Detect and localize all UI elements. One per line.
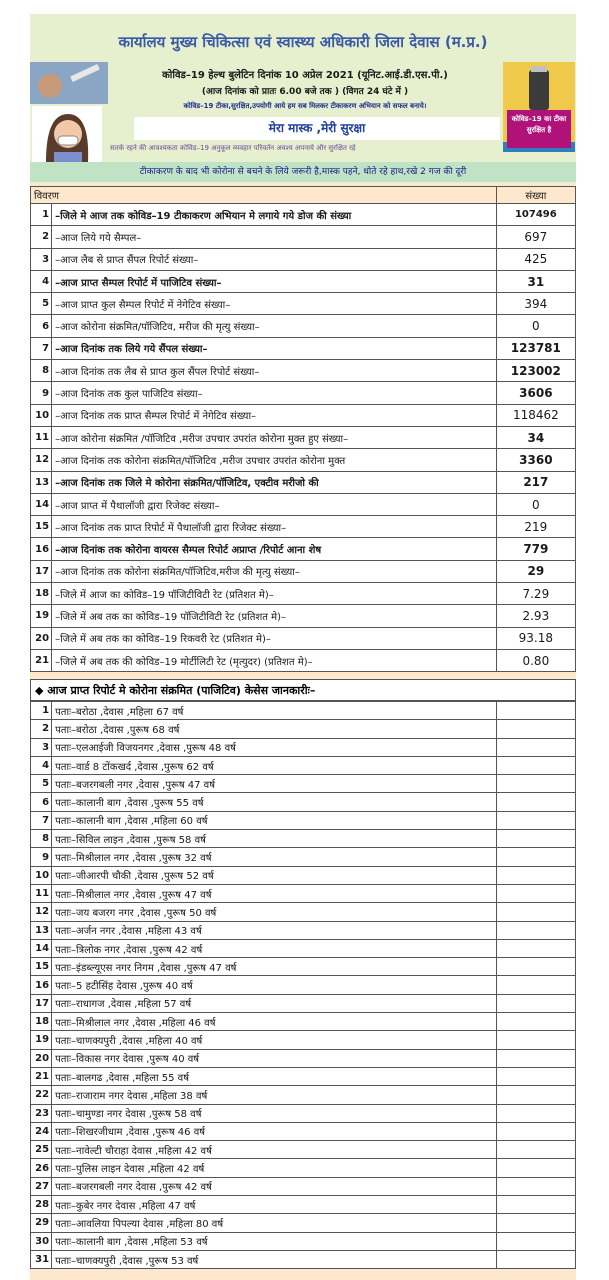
positive-cases-table (30, 701, 576, 1269)
case-number: 15 (31, 958, 52, 976)
case-number: 3 (31, 738, 52, 756)
case-number: 2 (31, 720, 52, 738)
row-value: 394 (496, 293, 575, 315)
case-address: पताः–राजाराम नगर देवास ,महिला 38 वर्ष (52, 1086, 497, 1104)
case-row (31, 720, 576, 738)
case-number: 20 (31, 1049, 52, 1067)
row-value: 29 (496, 560, 575, 582)
case-number: 18 (31, 1013, 52, 1031)
case-row (31, 775, 576, 793)
case-blank-cell (496, 720, 575, 738)
case-blank-cell (496, 1250, 575, 1268)
table-row (31, 516, 576, 538)
row-value: 3606 (496, 382, 575, 404)
row-number: 14 (31, 493, 52, 515)
case-row (31, 1177, 576, 1195)
case-address: पताः–अर्जन नगर ,देवास ,महिला 43 वर्ष (52, 921, 497, 939)
row-description: –आज दिनांक तक कोरोना वायरस सैम्पल रिपोर्ट अप्राप्त /रिपोर्ट आना शेष (52, 538, 497, 560)
vaccine-slogan: कोविड–19 टीका,सुरक्षित,उपयोगी आये हम सब मिलकर टीकाकरण अभियान को सफल बनाये। (183, 102, 427, 110)
case-number: 21 (31, 1067, 52, 1085)
case-number: 5 (31, 775, 52, 793)
row-value: 217 (496, 471, 575, 493)
row-description: –आज दिनांक तक प्राप्त रिपोर्ट में पैथालॉजी द्वारा रिजेक्ट संख्या– (52, 516, 497, 538)
table-row (31, 493, 576, 515)
case-address: पताः–विकास नगर देवास ,पुरूष 40 वर्ष (52, 1049, 497, 1067)
case-row (31, 1049, 576, 1067)
case-address: पताः–वार्ड 8 टोंकखर्द ,देवास ,पुरूष 62 वर्ष (52, 756, 497, 774)
case-row (31, 884, 576, 902)
case-blank-cell (496, 756, 575, 774)
table-row (31, 204, 576, 226)
table-row (31, 560, 576, 582)
cases-section-title-text: आज प्राप्त रिपोर्ट मे कोरोना संक्रमित (पाजिटिव) केसेस जानकारीः– (47, 684, 316, 697)
case-blank-cell (496, 994, 575, 1012)
case-number: 8 (31, 830, 52, 848)
row-value: 7.29 (496, 583, 575, 605)
case-blank-cell (496, 848, 575, 866)
case-blank-cell (496, 1122, 575, 1140)
table-row (31, 426, 576, 448)
case-address: पताः–एलआईजी विजयनगर ,देवास ,पुरूष 48 वर्ष (52, 738, 497, 756)
row-description: –जिले में अब तक का कोविड–19 रिकवरी रेट (प्रतिशत मे)– (52, 627, 497, 649)
case-address: पताः–मिश्रीलाल नगर ,देवास ,पुरूष 47 वर्ष (52, 884, 497, 902)
column-header-count: संख्या (496, 187, 575, 204)
table-row (31, 226, 576, 248)
table-row (31, 337, 576, 359)
cases-section-title (30, 679, 576, 701)
case-number: 16 (31, 976, 52, 994)
case-row (31, 793, 576, 811)
row-description: –जिले में अब तक का कोविड–19 पॉजिटीविटी रेट (प्रतिशत मे)– (52, 605, 497, 627)
row-value: 123781 (496, 337, 575, 359)
mask-banner (134, 117, 500, 140)
case-row (31, 1104, 576, 1122)
case-address: पताः–बालगढ ,देवास ,महिला 55 वर्ष (52, 1067, 497, 1085)
table-row (31, 248, 576, 270)
table-row (31, 649, 576, 671)
case-address: पताः–सिविल लाइन ,देवास ,पुरूष 58 वर्ष (52, 830, 497, 848)
case-address: पताः–जय बजरग नगर ,देवास ,पुरूष 50 वर्ष (52, 903, 497, 921)
row-number: 21 (31, 649, 52, 671)
row-description: –जिले मे आज तक कोविड–19 टीकाकरण अभियान मे लगाये गये डोज की संख्या (52, 204, 497, 226)
case-number: 9 (31, 848, 52, 866)
row-number: 13 (31, 471, 52, 493)
case-blank-cell (496, 1214, 575, 1232)
girl-with-mask-illustration (32, 106, 102, 164)
case-number: 26 (31, 1159, 52, 1177)
row-number: 18 (31, 583, 52, 605)
case-blank-cell (496, 903, 575, 921)
bulletin-subtitle: कोविड–19 हेल्थ बुलेटिन दिनांक 10 अप्रेल 2021 (यूनिट.आई.डी.एस.पी.) (162, 70, 448, 81)
table-row (31, 293, 576, 315)
row-number: 15 (31, 516, 52, 538)
case-blank-cell (496, 921, 575, 939)
case-address: पताः–पुलिस लाइन देवास ,महिला 42 वर्ष (52, 1159, 497, 1177)
advice-text: सतर्क रहने की आवश्यकता कोविड–19 अनुकूल व्यवहार परिवर्तन अवश्य अपनाये और सुरक्षित रहे (110, 144, 356, 152)
case-number: 28 (31, 1196, 52, 1214)
row-number: 20 (31, 627, 52, 649)
row-number: 6 (31, 315, 52, 337)
vaccination-photo (30, 62, 108, 104)
row-description: –आज दिनांक तक कुल पाजिटिव संख्या– (52, 382, 497, 404)
case-blank-cell (496, 884, 575, 902)
row-number: 12 (31, 449, 52, 471)
case-address: पताः–चाणक्यपुरी ,देवास ,पुरूष 53 वर्ष (52, 1250, 497, 1268)
row-number: 10 (31, 404, 52, 426)
row-value: 0.80 (496, 649, 575, 671)
case-address: पताः–बरोठा ,देवास ,महिला 67 वर्ष (52, 702, 497, 720)
case-address: पताः–मिश्रीलाल नगर ,देवास ,पुरूष 32 वर्ष (52, 848, 497, 866)
table-row (31, 449, 576, 471)
case-blank-cell (496, 958, 575, 976)
case-blank-cell (496, 775, 575, 793)
row-number: 17 (31, 560, 52, 582)
row-description: –आज प्राप्त सैम्पल रिपोर्ट में पाजिटिव संख्या– (52, 270, 497, 292)
case-address: पताः–5 हटीसिंह देवास ,पुरूष 40 वर्ष (52, 976, 497, 994)
row-number: 3 (31, 248, 52, 270)
row-description: –आज कोरोना संक्रमित/पॉजिटिव, मरीज की मृत्यु संख्या– (52, 315, 497, 337)
case-row (31, 1196, 576, 1214)
row-number: 16 (31, 538, 52, 560)
case-blank-cell (496, 738, 575, 756)
case-row (31, 1159, 576, 1177)
row-description: –जिले में अब तक की कोविड–19 मोर्टीलिटी रेट (मृत्युदर) (प्रतिशत मे)– (52, 649, 497, 671)
case-blank-cell (496, 1086, 575, 1104)
row-value: 2.93 (496, 605, 575, 627)
case-row (31, 811, 576, 829)
row-value: 697 (496, 226, 575, 248)
case-blank-cell (496, 976, 575, 994)
case-address: पताः–त्रिलोक नगर ,देवास ,पुरूष 42 वर्ष (52, 939, 497, 957)
bulletin-time-note: (आज दिनांक को प्रातः 6.00 बजे तक ) (विगत 24 घंटे में ) (201, 87, 409, 97)
case-address: पताः–बजरगबली नगर देवास ,पुरूष 42 वर्ष (52, 1177, 497, 1195)
case-number: 1 (31, 702, 52, 720)
bulletin-page (30, 14, 576, 1280)
case-row (31, 738, 576, 756)
vaccination-advice-line: टीकाकरण के बाद भी कोरोना से बचने के लिये जरूरी है,मास्क पहने, धोते रहे हाथ,रखे 2 गज की दूरी (30, 162, 576, 182)
row-description: –आज दिनांक तक लिये गये सैंपल संख्या– (52, 337, 497, 359)
table-row (31, 605, 576, 627)
row-description: –आज लैब से प्राप्त सैंपल रिपोर्ट संख्या– (52, 248, 497, 270)
row-description: –आज दिनांक तक कोरोना संक्रमित/पॉजिटिव ,मरीज उपचार उपरांत कोरोना मुक्त (52, 449, 497, 471)
table-row (31, 382, 576, 404)
case-blank-cell (496, 793, 575, 811)
case-row (31, 976, 576, 994)
row-value: 425 (496, 248, 575, 270)
case-address: पताः–कालानी बाग ,देवास ,पुरूष 55 वर्ष (52, 793, 497, 811)
row-number: 8 (31, 360, 52, 382)
case-address: पताः–राधागज ,देवास ,महिला 57 वर्ष (52, 994, 497, 1012)
case-blank-cell (496, 1013, 575, 1031)
table-row (31, 627, 576, 649)
row-value: 123002 (496, 360, 575, 382)
case-blank-cell (496, 1159, 575, 1177)
case-row (31, 1214, 576, 1232)
mask-banner-text: मेरा मास्क ,मेरी सुरक्षा (268, 121, 366, 135)
case-number: 19 (31, 1031, 52, 1049)
case-blank-cell (496, 1177, 575, 1195)
case-number: 14 (31, 939, 52, 957)
case-blank-cell (496, 702, 575, 720)
case-blank-cell (496, 939, 575, 957)
row-value: 118462 (496, 404, 575, 426)
row-number: 19 (31, 605, 52, 627)
case-blank-cell (496, 1049, 575, 1067)
case-number: 22 (31, 1086, 52, 1104)
case-row (31, 848, 576, 866)
office-title: कार्यालय मुख्य चिकित्सा एवं स्वास्थ्य अधिकारी जिला देवास (म.प्र.) (118, 33, 488, 51)
case-number: 7 (31, 811, 52, 829)
row-description: –आज दिनांक तक कोरोना संक्रमित/पॉजिटिव,मरीज की मृत्यु संख्या– (52, 560, 497, 582)
case-number: 17 (31, 994, 52, 1012)
column-header-description: विवरण (31, 187, 497, 204)
case-row (31, 903, 576, 921)
row-number: 1 (31, 204, 52, 226)
case-number: 31 (31, 1250, 52, 1268)
row-value: 107496 (496, 204, 575, 226)
case-address: पताः–बरोठा ,देवास ,पुरूष 68 वर्ष (52, 720, 497, 738)
case-blank-cell (496, 1196, 575, 1214)
bulletin-header (30, 14, 576, 184)
row-value: 779 (496, 538, 575, 560)
table-row (31, 360, 576, 382)
row-value: 3360 (496, 449, 575, 471)
case-number: 6 (31, 793, 52, 811)
case-blank-cell (496, 830, 575, 848)
case-row (31, 1013, 576, 1031)
row-value: 0 (496, 315, 575, 337)
case-number: 10 (31, 866, 52, 884)
case-number: 11 (31, 884, 52, 902)
case-row (31, 866, 576, 884)
case-row (31, 1232, 576, 1250)
table-row (31, 404, 576, 426)
case-address: पताः–कुबेर नगर देवास ,महिला 47 वर्ष (52, 1196, 497, 1214)
case-row (31, 1250, 576, 1268)
diamond-bullet-icon: ◆ (35, 684, 48, 697)
case-number: 29 (31, 1214, 52, 1232)
case-number: 13 (31, 921, 52, 939)
case-blank-cell (496, 1104, 575, 1122)
case-number: 12 (31, 903, 52, 921)
vaccine-safe-badge: कोविड–19 का टीका सुरक्षित है (507, 110, 571, 148)
row-value: 34 (496, 426, 575, 448)
case-address: पताः–चामुण्डा नगर देवास ,पुरूष 58 वर्ष (52, 1104, 497, 1122)
case-address: पताः–जीआरपी चौकी ,देवास ,पुरूष 52 वर्ष (52, 866, 497, 884)
case-address: पताः–आवलिया पिपल्या देवास ,महिला 80 वर्ष (52, 1214, 497, 1232)
row-number: 5 (31, 293, 52, 315)
row-value: 93.18 (496, 627, 575, 649)
table-row (31, 538, 576, 560)
case-blank-cell (496, 1141, 575, 1159)
row-number: 7 (31, 337, 52, 359)
case-number: 25 (31, 1141, 52, 1159)
case-row (31, 1141, 576, 1159)
row-description: –आज कोरोना संक्रमित /पॉजिटिव ,मरीज उपचार उपरांत कोरोना मुक्त हुए संख्या– (52, 426, 497, 448)
case-address: पताः–कालानी बाग ,देवास ,महिला 53 वर्ष (52, 1232, 497, 1250)
table-row (31, 270, 576, 292)
case-number: 4 (31, 756, 52, 774)
row-number: 9 (31, 382, 52, 404)
row-description: –आज लिये गये सैम्पल– (52, 226, 497, 248)
case-address: पताः–कालानी बाग ,देवास ,महिला 60 वर्ष (52, 811, 497, 829)
table-row (31, 583, 576, 605)
case-blank-cell (496, 1031, 575, 1049)
case-row (31, 1067, 576, 1085)
row-description: –आज प्राप्त कुल सैम्पल रिपोर्ट में नेगेटिव संख्या– (52, 293, 497, 315)
row-number: 2 (31, 226, 52, 248)
row-value: 219 (496, 516, 575, 538)
case-address: पताः–मिश्रीलाल नगर ,देवास ,महिला 46 वर्ष (52, 1013, 497, 1031)
table-row (31, 315, 576, 337)
row-number: 4 (31, 270, 52, 292)
case-row (31, 1031, 576, 1049)
case-number: 30 (31, 1232, 52, 1250)
case-number: 24 (31, 1122, 52, 1140)
case-row (31, 994, 576, 1012)
case-number: 23 (31, 1104, 52, 1122)
case-row (31, 756, 576, 774)
row-description: –आज दिनांक तक प्राप्त सैम्पल रिपोर्ट में नेगेटिव संख्या– (52, 404, 497, 426)
row-number: 11 (31, 426, 52, 448)
case-address: पताः–बजरगबली नगर ,देवास ,पुरूष 47 वर्ष (52, 775, 497, 793)
case-blank-cell (496, 866, 575, 884)
row-description: –आज दिनांक तक जिले मे कोरोना संक्रमित/पॉजिटिव, एक्टीव मरीजो की (52, 471, 497, 493)
case-blank-cell (496, 1232, 575, 1250)
case-row (31, 921, 576, 939)
case-row (31, 1122, 576, 1140)
case-address: पताः–इंडब्ल्यूएस नगर निगम ,देवास ,पुरूष 47 वर्ष (52, 958, 497, 976)
statistics-header-row (31, 187, 576, 204)
case-address: पताः–नावेल्टी चौराहा देवास ,महिला 42 वर्ष (52, 1141, 497, 1159)
case-number: 27 (31, 1177, 52, 1195)
statistics-table (30, 186, 576, 672)
case-row (31, 958, 576, 976)
row-value: 31 (496, 270, 575, 292)
case-address: पताः–शिखरजीधाम ,देवास ,पुरूष 46 वर्ष (52, 1122, 497, 1140)
case-blank-cell (496, 1067, 575, 1085)
row-description: –आज प्राप्त में पैथालॉजी द्वारा रिजेक्ट संख्या– (52, 493, 497, 515)
case-row (31, 830, 576, 848)
case-row (31, 939, 576, 957)
row-description: –जिले में आज का कोविड–19 पॉजिटीविटी रेट (प्रतिशत मे)– (52, 583, 497, 605)
case-row (31, 1086, 576, 1104)
case-address: पताः–चाणक्यपुरी ,देवास ,महिला 40 वर्ष (52, 1031, 497, 1049)
case-row (31, 702, 576, 720)
table-row (31, 471, 576, 493)
row-description: –आज दिनांक तक लैब से प्राप्त कुल सैंपल रिपोर्ट संख्या– (52, 360, 497, 382)
row-value: 0 (496, 493, 575, 515)
case-blank-cell (496, 811, 575, 829)
